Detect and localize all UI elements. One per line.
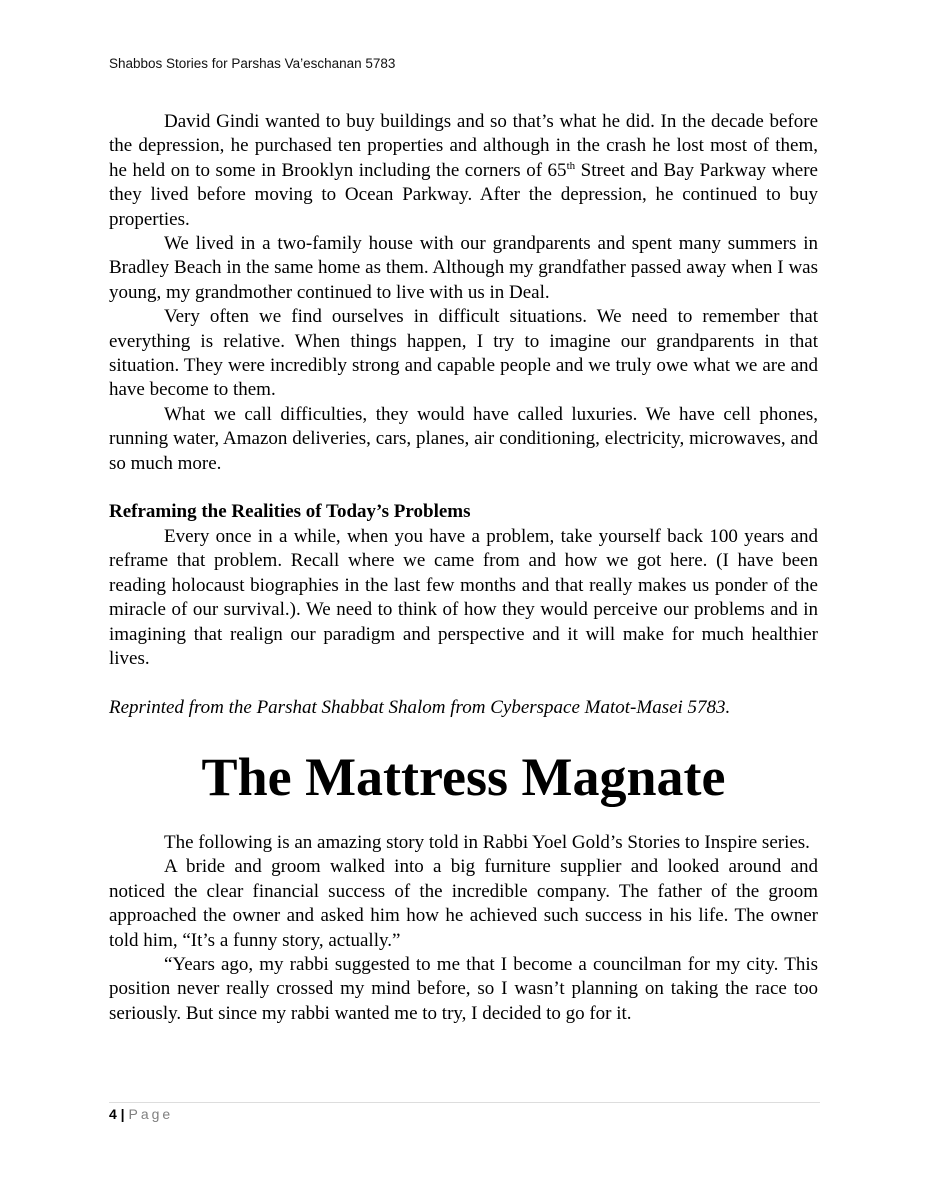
article-mattress [109, 831, 818, 1026]
paragraph [109, 110, 818, 232]
paragraph: Every once in a while, when you have a problem, take yourself back 100 years and reframe that problem. Recall where we came from and how we got here. (I have been reading holocaust biographies in the last few months and that really makes us ponder of the miracle of our survival.). We need to think of how they would perceive our problems and in imagining that realign our paradigm and perspective and it will make for much healthier lives. [109, 525, 818, 669]
spacer [109, 476, 818, 500]
footer-divider [109, 1102, 820, 1103]
article-title: The Mattress Magnate [201, 747, 726, 807]
paragraph: The following is an amazing story told in Rabbi Yoel Gold’s Stories to Inspire series. [164, 832, 810, 853]
spacer [109, 671, 818, 695]
paragraph: Very often we find ourselves in difficult situations. We need to remember that everything is relative. When things happen, I try to imagine our grandparents in that situation. They were incredibly strong and capable people and we truly owe what we are and have become to them. [109, 306, 818, 401]
article-gindi [109, 110, 818, 720]
subheading: Reframing the Realities of Today’s Problems [109, 501, 471, 523]
page-label: Page [128, 1106, 174, 1122]
reprint-credit: Reprinted from the Parshat Shabbat Shalom from Cyberspace Matot-Masei 5783. [109, 696, 731, 718]
superscript: th [566, 159, 576, 172]
paragraph: A bride and groom walked into a big furniture supplier and looked around and noticed the clear financial success of the incredible company. The father of the groom approached the owner and asked him how he achieved such success in his life. The owner told him, “It’s a funny story, actually.” [109, 856, 818, 951]
paragraph: “Years ago, my rabbi suggested to me that I become a councilman for my city. This position never really crossed my mind before, so I wasn’t planning on taking the race too seriously. But since my rabbi wanted me to try, I decided to go for it. [109, 954, 818, 1024]
paragraph: What we call difficulties, they would have called luxuries. We have cell phones, running water, Amazon deliveries, cars, planes, air conditioning, electricity, microwaves, and so much more. [109, 403, 818, 474]
paragraph: We lived in a two-family house with our grandparents and spent many summers in Bradley Beach in the same home as them. Although my grandfather passed away when I was young, my grandmother continued to live with us in Deal. [109, 233, 818, 303]
page-footer [109, 1106, 173, 1122]
page-number: 4 [109, 1106, 117, 1122]
text: David Gindi wanted to buy buildings and so that’s what he did. In the decade before the depression, he purchased ten properties and although in the crash he lost most of them, he held on to some in Brooklyn including the corners of 65 [109, 111, 818, 181]
running-header: Shabbos Stories for Parshas Va’eschanan 5783 [109, 56, 396, 71]
text: Street and Bay Parkway where they lived before moving to Ocean Parkway. After the depression, he continued to buy properties. [109, 159, 818, 230]
separator: | [116, 1106, 129, 1122]
